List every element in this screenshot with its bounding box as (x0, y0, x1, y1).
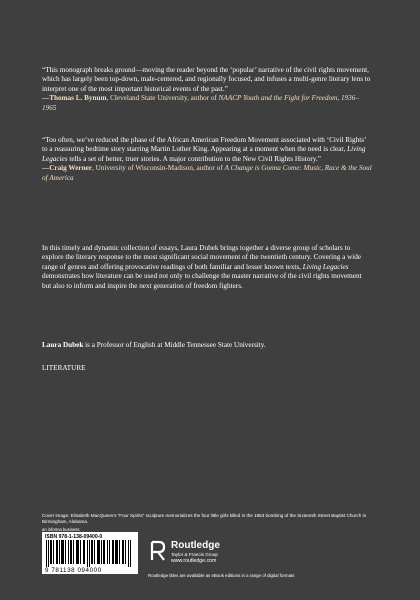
author-name: Laura Dubek (42, 341, 84, 349)
genre-label: LITERATURE (42, 364, 86, 372)
informa-tag: an informa business (42, 527, 80, 532)
author-bio (42, 341, 372, 350)
book-description (42, 244, 372, 291)
barcode-panel (42, 527, 138, 574)
description-text: demonstrates how literature can be used not only to challenge the master narrative of the civil rights movement but also to inform and inspire the next generation of freedom fighters. (42, 272, 362, 290)
author-bio-text: is a Professor of English at Middle Tennessee State University. (83, 341, 266, 349)
barcode-digits: 9 781138 094000 (45, 567, 102, 574)
quote-author: —Thomas L. Bynum (42, 94, 107, 103)
cover-image-credit: Cover image: Elisabeth MacQueen’s “Four Spirits” sculpture memorializes the four little girls killed in the 1963 bombing of the Sixteenth Street Baptist Church in Birmingham, Alabama. (42, 513, 367, 525)
description-book-title: Living Legacies (302, 262, 349, 271)
quote-book-title: Living Legacies (42, 145, 366, 163)
ebook-availability-note: Routledge titles are available as eBook editions in a range of digital formats (148, 573, 295, 578)
barcode-image (45, 540, 135, 567)
publisher-url: www.routledge.com (171, 558, 217, 564)
description-text: In this timely and dynamic collection of essays, Laura Dubek brings together a diverse group of scholars to explore the literary response to the most significant social movement of the twentieth century. Covering a wide range of genres and offering provocative readings of both familiar and lesser known texts, (42, 244, 362, 271)
quote-author: —Craig Werner (42, 164, 92, 173)
publisher-name: Routledge (171, 540, 220, 551)
quote-affiliation: , Cleveland State University, author of (106, 94, 219, 103)
quote-text: “Too often, we’ve reduced the phase of the African American Freedom Movement associated with ‘Civil Rights’ to a reassuring bedtime story starring Martin Luther King. Appearing at a moment when the need is clear, (42, 136, 366, 154)
quote-work: A Change is Gonna Come: Music, Race & the Soul of America (42, 164, 372, 182)
review-quote-1 (42, 66, 372, 113)
review-quote-2 (42, 136, 372, 183)
quote-work: NAACP Youth and the Fight for Freedom, 1936–1965 (42, 94, 359, 112)
quote-affiliation: , University of Wisconsin-Madison, author of (91, 164, 225, 173)
quote-text: tells a set of better, truer stories. A major contribution to the New Civil Rights History.” (67, 154, 321, 163)
isbn-label: ISBN 978-1-138-09400-0 (45, 534, 103, 540)
publisher-group: Taylor & Francis Group (171, 552, 218, 557)
routledge-logo-icon (149, 540, 167, 562)
quote-text: “This monograph breaks ground—moving the reader beyond the ‘popular’ narrative of the civil rights movement, which has largely been top-down, male-centered, and regionally focused, and infuses a multi-genre literary lens to interpret one of the most important historical events of the past.” (42, 66, 371, 93)
